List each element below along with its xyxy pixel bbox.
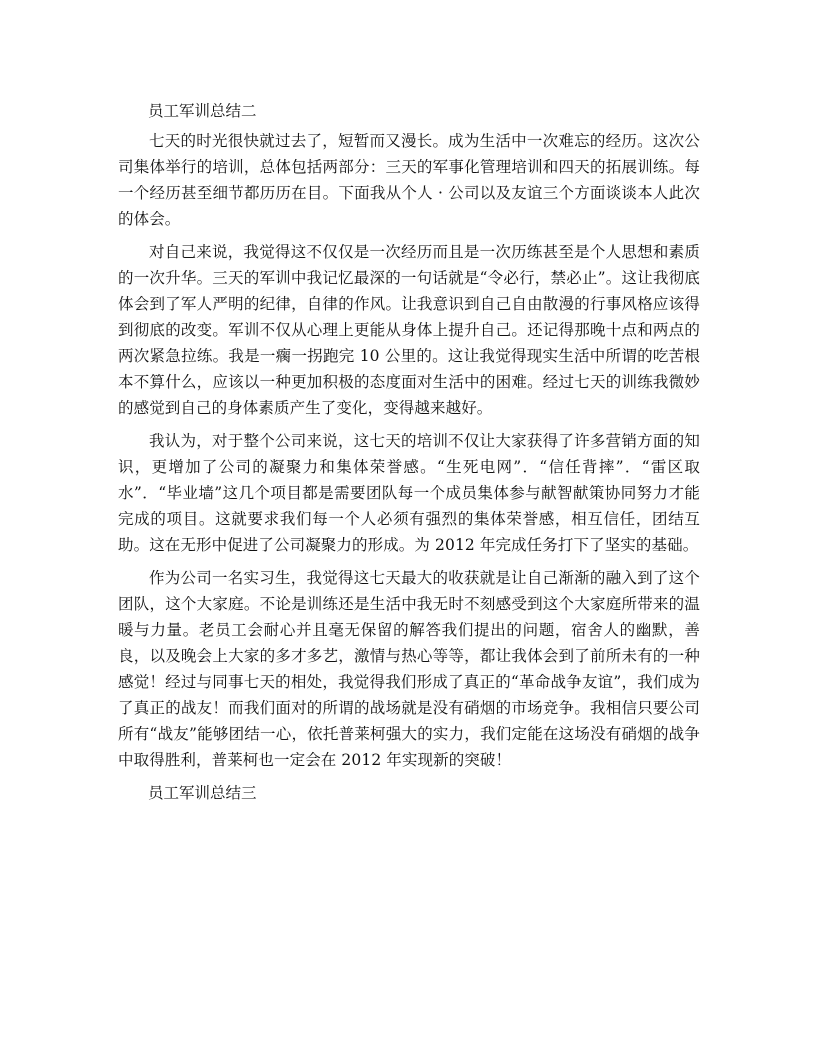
paragraph-intro: 七天的时光很快就过去了，短暂而又漫长。成为生活中一次难忘的经历。这次公司集体举行的培训，总体包括两部分：三天的军事化管理培训和四天的拓展训练。每一个经历甚至细节都历历在目。下面我从个人 · 公司以及友谊三个方面谈谈本人此次的体会。 (118, 132, 700, 228)
section-heading-2: 员工军训总结二 (148, 102, 257, 120)
paragraph-company: 我认为，对于整个公司来说，这七天的培训不仅让大家获得了许多营销方面的知识，更增加了公司的凝聚力和集体荣誉感。“生死电网”．“信任背摔”．“雷区取水”．“毕业墙”这几个项目都是需要团队每一个成员集体参与献智献策协同努力才能完成的项目。这就要求我们每一个人必须有强烈的集体荣誉感，相互信任，团结互助。这在无形中促进了公司凝聚力的形成。为 2012 年完成任务打下了坚实的基础。 (118, 432, 700, 554)
section-heading-3: 员工军训总结三 (148, 784, 257, 802)
paragraph-personal: 对自己来说，我觉得这不仅仅是一次经历而且是一次历练甚至是个人思想和素质的一次升华。三天的军训中我记忆最深的一句话就是“令必行，禁必止”。这让我彻底体会到了军人严明的纪律，自律的作风。让我意识到自己自由散漫的行事风格应该得到彻底的改变。军训不仅从心理上更能从身体上提升自己。还记得那晚十点和两点的两次紧急拉练。我是一瘸一拐跑完 10 公里的。这让我觉得现实生活中所谓的吃苦根本不算什么，应该以一种更加积极的态度面对生活中的困难。经过七天的训练我微妙的感觉到自己的身体素质产生了变化，变得越来越好。 (118, 243, 700, 417)
paragraph-friendship: 作为公司一名实习生，我觉得这七天最大的收获就是让自己渐渐的融入到了这个团队，这个大家庭。不论是训练还是生活中我无时不刻感受到这个大家庭所带来的温暖与力量。老员工会耐心并且毫无保留的解答我们提出的问题，宿舍人的幽默，善良，以及晚会上大家的多才多艺，激情与热心等等，都让我体会到了前所未有的一种感觉！经过与同事七天的相处，我觉得我们形成了真正的“革命战争友谊”，我们成为了真正的战友！而我们面对的所谓的战场就是没有硝烟的市场竞争。我相信只要公司所有“战友”能够团结一心，依托普莱柯强大的实力，我们定能在这场没有硝烟的战争中取得胜利，普莱柯也一定会在 2012 年实现新的突破！ (118, 569, 700, 769)
document-page (118, 98, 700, 810)
